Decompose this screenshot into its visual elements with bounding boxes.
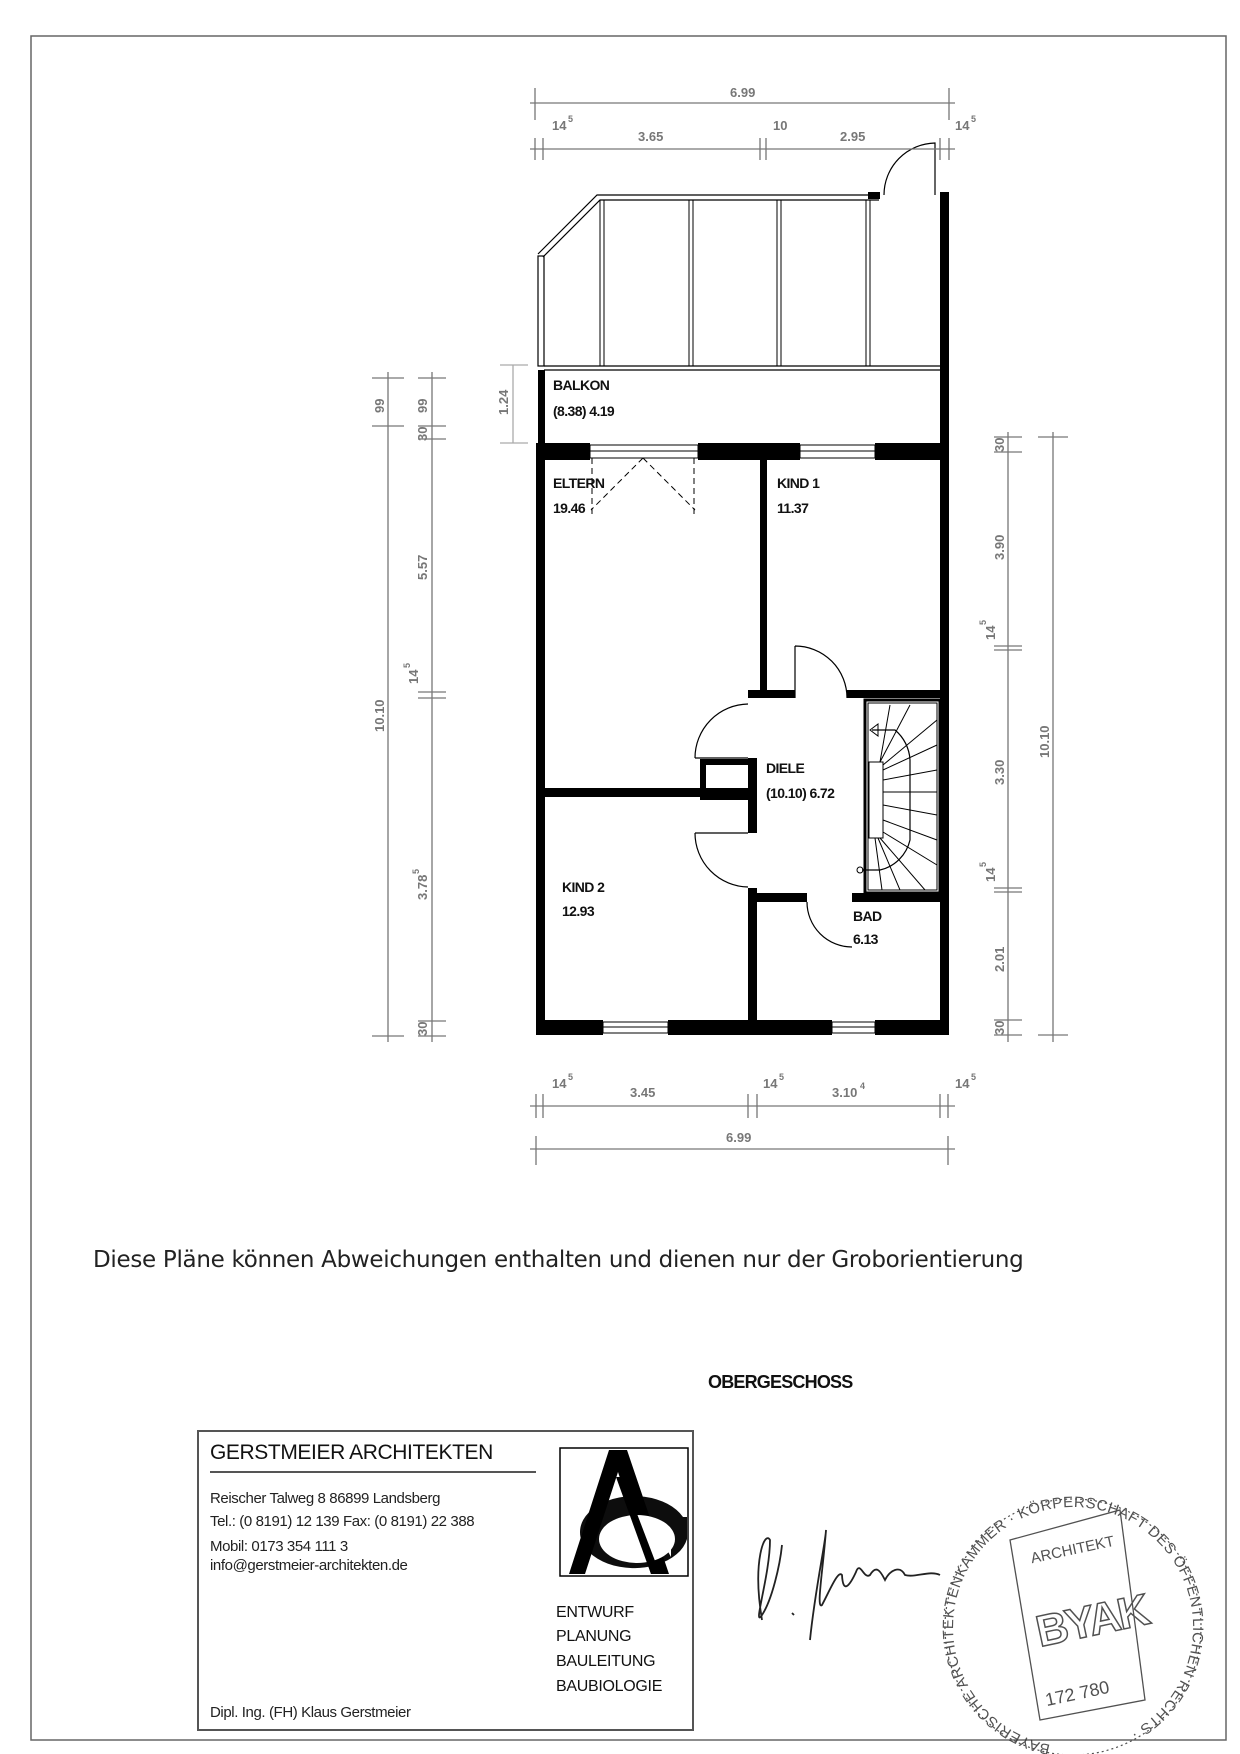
dim-left-room-lower: 3.78 xyxy=(415,874,430,900)
balcony-door-swing xyxy=(884,143,935,195)
dim-right-wall-top: 30 xyxy=(992,437,1007,452)
service-planung: PLANUNG xyxy=(556,1628,632,1645)
dim-right-room-mid: 3.30 xyxy=(992,759,1007,785)
dimensions-right xyxy=(978,432,1068,1042)
dim-right-wall-mid1-sup: 5 xyxy=(978,619,988,625)
ag-logo xyxy=(559,1447,689,1577)
balcony-posts xyxy=(600,200,870,366)
dim-bottom-room-right-sup: 4 xyxy=(860,1081,866,1091)
dim-top-right-wall-sup: 5 xyxy=(971,114,977,124)
dim-right-wall-mid2: 14 xyxy=(983,867,998,882)
room-area-diele: (10.10) 6.72 xyxy=(766,785,835,801)
dim-bottom-right-wall-sup: 5 xyxy=(971,1072,977,1082)
architect-name: Dipl. Ing. (FH) Klaus Gerstmeier xyxy=(210,1704,411,1721)
dim-left-total: 10.10 xyxy=(372,699,387,732)
title-divider xyxy=(210,1471,536,1473)
service-bauleitung: BAULEITUNG xyxy=(556,1653,656,1670)
stamp-logo: BYAK xyxy=(1031,1585,1153,1657)
dim-left-wall-top: 30 xyxy=(415,426,430,441)
dim-top-right-wall: 14 xyxy=(955,118,970,133)
staircase xyxy=(857,700,940,893)
interior-walls xyxy=(545,458,940,1020)
room-name-kind1: KIND 1 xyxy=(777,475,820,491)
dim-left-balcony-inner: 99 xyxy=(415,398,430,413)
dim-right-total: 10.10 xyxy=(1037,725,1052,758)
dim-bottom-left-wall-sup: 5 xyxy=(568,1072,574,1082)
left-exterior-wall xyxy=(536,443,545,1035)
dim-right-room-lower: 2.01 xyxy=(992,946,1007,972)
room-name-eltern: ELTERN xyxy=(553,475,605,491)
room-name-bad: BAD xyxy=(853,908,882,924)
stamp-title: ARCHITEKT xyxy=(1029,1532,1116,1568)
room-name-kind2: KIND 2 xyxy=(562,879,605,895)
title-block xyxy=(197,1430,694,1731)
company-email: info@gerstmeier-architekten.de xyxy=(210,1557,408,1574)
room-area-kind1: 11.37 xyxy=(777,500,809,516)
room-area-kind2: 12.93 xyxy=(562,903,595,919)
dim-right-wall-mid2-sup: 5 xyxy=(978,861,988,867)
service-baubiologie: BAUBIOLOGIE xyxy=(556,1678,663,1695)
company-phone: Tel.: (0 8191) 12 139 Fax: (0 8191) 22 388 xyxy=(210,1513,475,1530)
dim-right-room-upper: 3.90 xyxy=(992,534,1007,560)
dimensions-left xyxy=(372,365,528,1042)
dim-top-room-right: 2.95 xyxy=(840,129,866,144)
floor-plan xyxy=(536,143,949,1035)
dim-left-room-lower-sup: 5 xyxy=(411,868,421,874)
service-entwurf: ENTWURF xyxy=(556,1604,634,1621)
dim-left-wall-mid-sup: 5 xyxy=(402,662,412,668)
dim-right-wall-mid1: 14 xyxy=(983,625,998,640)
dim-top-inner-wall: 10 xyxy=(773,118,788,133)
dim-bottom-right-wall: 14 xyxy=(955,1076,970,1091)
bottom-wall xyxy=(536,1020,949,1035)
stamp-number: 172 780 xyxy=(1043,1676,1112,1711)
room-name-balkon: BALKON xyxy=(553,377,610,393)
dim-top-left-wall: 14 xyxy=(552,118,567,133)
dim-top-left-wall-sup: 5 xyxy=(568,114,574,124)
signature xyxy=(758,1530,940,1640)
dim-bottom-inner-wall-sup: 5 xyxy=(779,1072,785,1082)
company-address: Reischer Talweg 8 86899 Landsberg xyxy=(210,1490,441,1507)
dim-left-wall-mid: 14 xyxy=(406,669,421,684)
floor-title: OBERGESCHOSS xyxy=(708,1372,853,1392)
room-name-diele: DIELE xyxy=(766,760,805,776)
company-name: GERSTMEIER ARCHITEKTEN xyxy=(210,1441,493,1464)
dim-left-wall-bottom: 30 xyxy=(415,1021,430,1036)
room-area-bad: 6.13 xyxy=(853,931,878,947)
dim-bottom-total: 6.99 xyxy=(726,1130,752,1145)
dim-bottom-room-right: 3.10 xyxy=(832,1085,858,1100)
dim-right-wall-bottom: 30 xyxy=(992,1020,1007,1035)
dim-left-balcony-depth: 1.24 xyxy=(496,389,511,415)
dimensions-top xyxy=(530,85,976,160)
stamp-ring-text: BAYERISCHE ARCHITEKTENKAMMER · KÖRPERSCHAFT DES ÖFFENTLICHEN RECHTS · xyxy=(939,1493,1207,1754)
room-area-eltern: 19.46 xyxy=(553,500,586,516)
dim-left-balcony-outer: 99 xyxy=(372,398,387,413)
dim-top-total: 6.99 xyxy=(730,85,756,100)
room-area-balkon: (8.38) 4.19 xyxy=(553,403,615,419)
dim-top-room-left: 3.65 xyxy=(638,129,664,144)
dim-bottom-room-left: 3.45 xyxy=(630,1085,656,1100)
dim-bottom-left-wall: 14 xyxy=(552,1076,567,1091)
dim-bottom-inner-wall: 14 xyxy=(763,1076,778,1091)
dimensions-bottom xyxy=(530,1072,976,1165)
right-exterior-wall xyxy=(940,192,949,1035)
dim-left-room-upper: 5.57 xyxy=(415,554,430,580)
disclaimer-text: Diese Pläne können Abweichungen enthalten und dienen nur der Groborientierung xyxy=(93,1247,1024,1273)
architect-chamber-stamp xyxy=(940,1494,1206,1754)
company-mobile: Mobil: 0173 354 111 3 xyxy=(210,1538,348,1555)
